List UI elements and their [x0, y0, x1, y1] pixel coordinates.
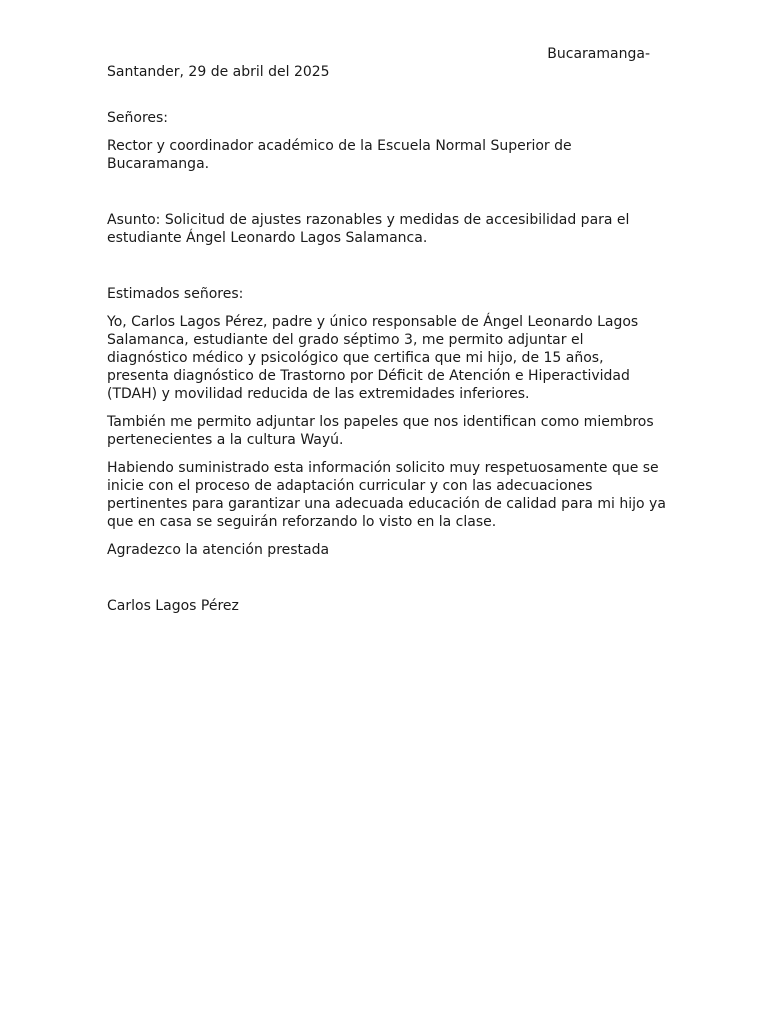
- body-paragraph: Habiendo suministrado esta información solicito muy respetuosamente que se inicie con el proceso de adaptación curricular y con las adecuaciones pertinentes para garantizar una adecuada educación de calidad para mi hijo ya que en casa se seguirán reforzando lo visto en la clase.: [107, 460, 666, 530]
- greeting: Estimados señores:: [107, 286, 244, 302]
- date-line-date: Santander, 29 de abril del 2025: [107, 64, 330, 80]
- subject-line: Asunto: Solicitud de ajustes razonables y medidas de accesibilidad para el estudiante Ángel Leonardo Lagos Salamanca.: [107, 212, 630, 246]
- recipient: Rector y coordinador académico de la Escuela Normal Superior de Bucaramanga.: [107, 138, 572, 172]
- signature-name: Carlos Lagos Pérez: [107, 598, 239, 614]
- body-paragraph: También me permito adjuntar los papeles que nos identifican como miembros pertenecientes a la cultura Wayú.: [107, 414, 654, 448]
- letter-page: [107, 45, 667, 615]
- closing-line: Agradezco la atención prestada: [107, 542, 330, 558]
- body-paragraph: Yo, Carlos Lagos Pérez, padre y único responsable de Ángel Leonardo Lagos Salamanca, estudiante del grado séptimo 3, me permito adjuntar el diagnóstico médico y psicológico que certifica que mi hijo, de 15 años, presenta diagnóstico de Trastorno por Déficit de Atención e Hiperactividad (TDAH) y movilidad reducida de las extremidades inferiores.: [107, 314, 639, 402]
- salutation-to: Señores:: [107, 110, 169, 126]
- date-line-city: Bucaramanga-: [547, 46, 650, 62]
